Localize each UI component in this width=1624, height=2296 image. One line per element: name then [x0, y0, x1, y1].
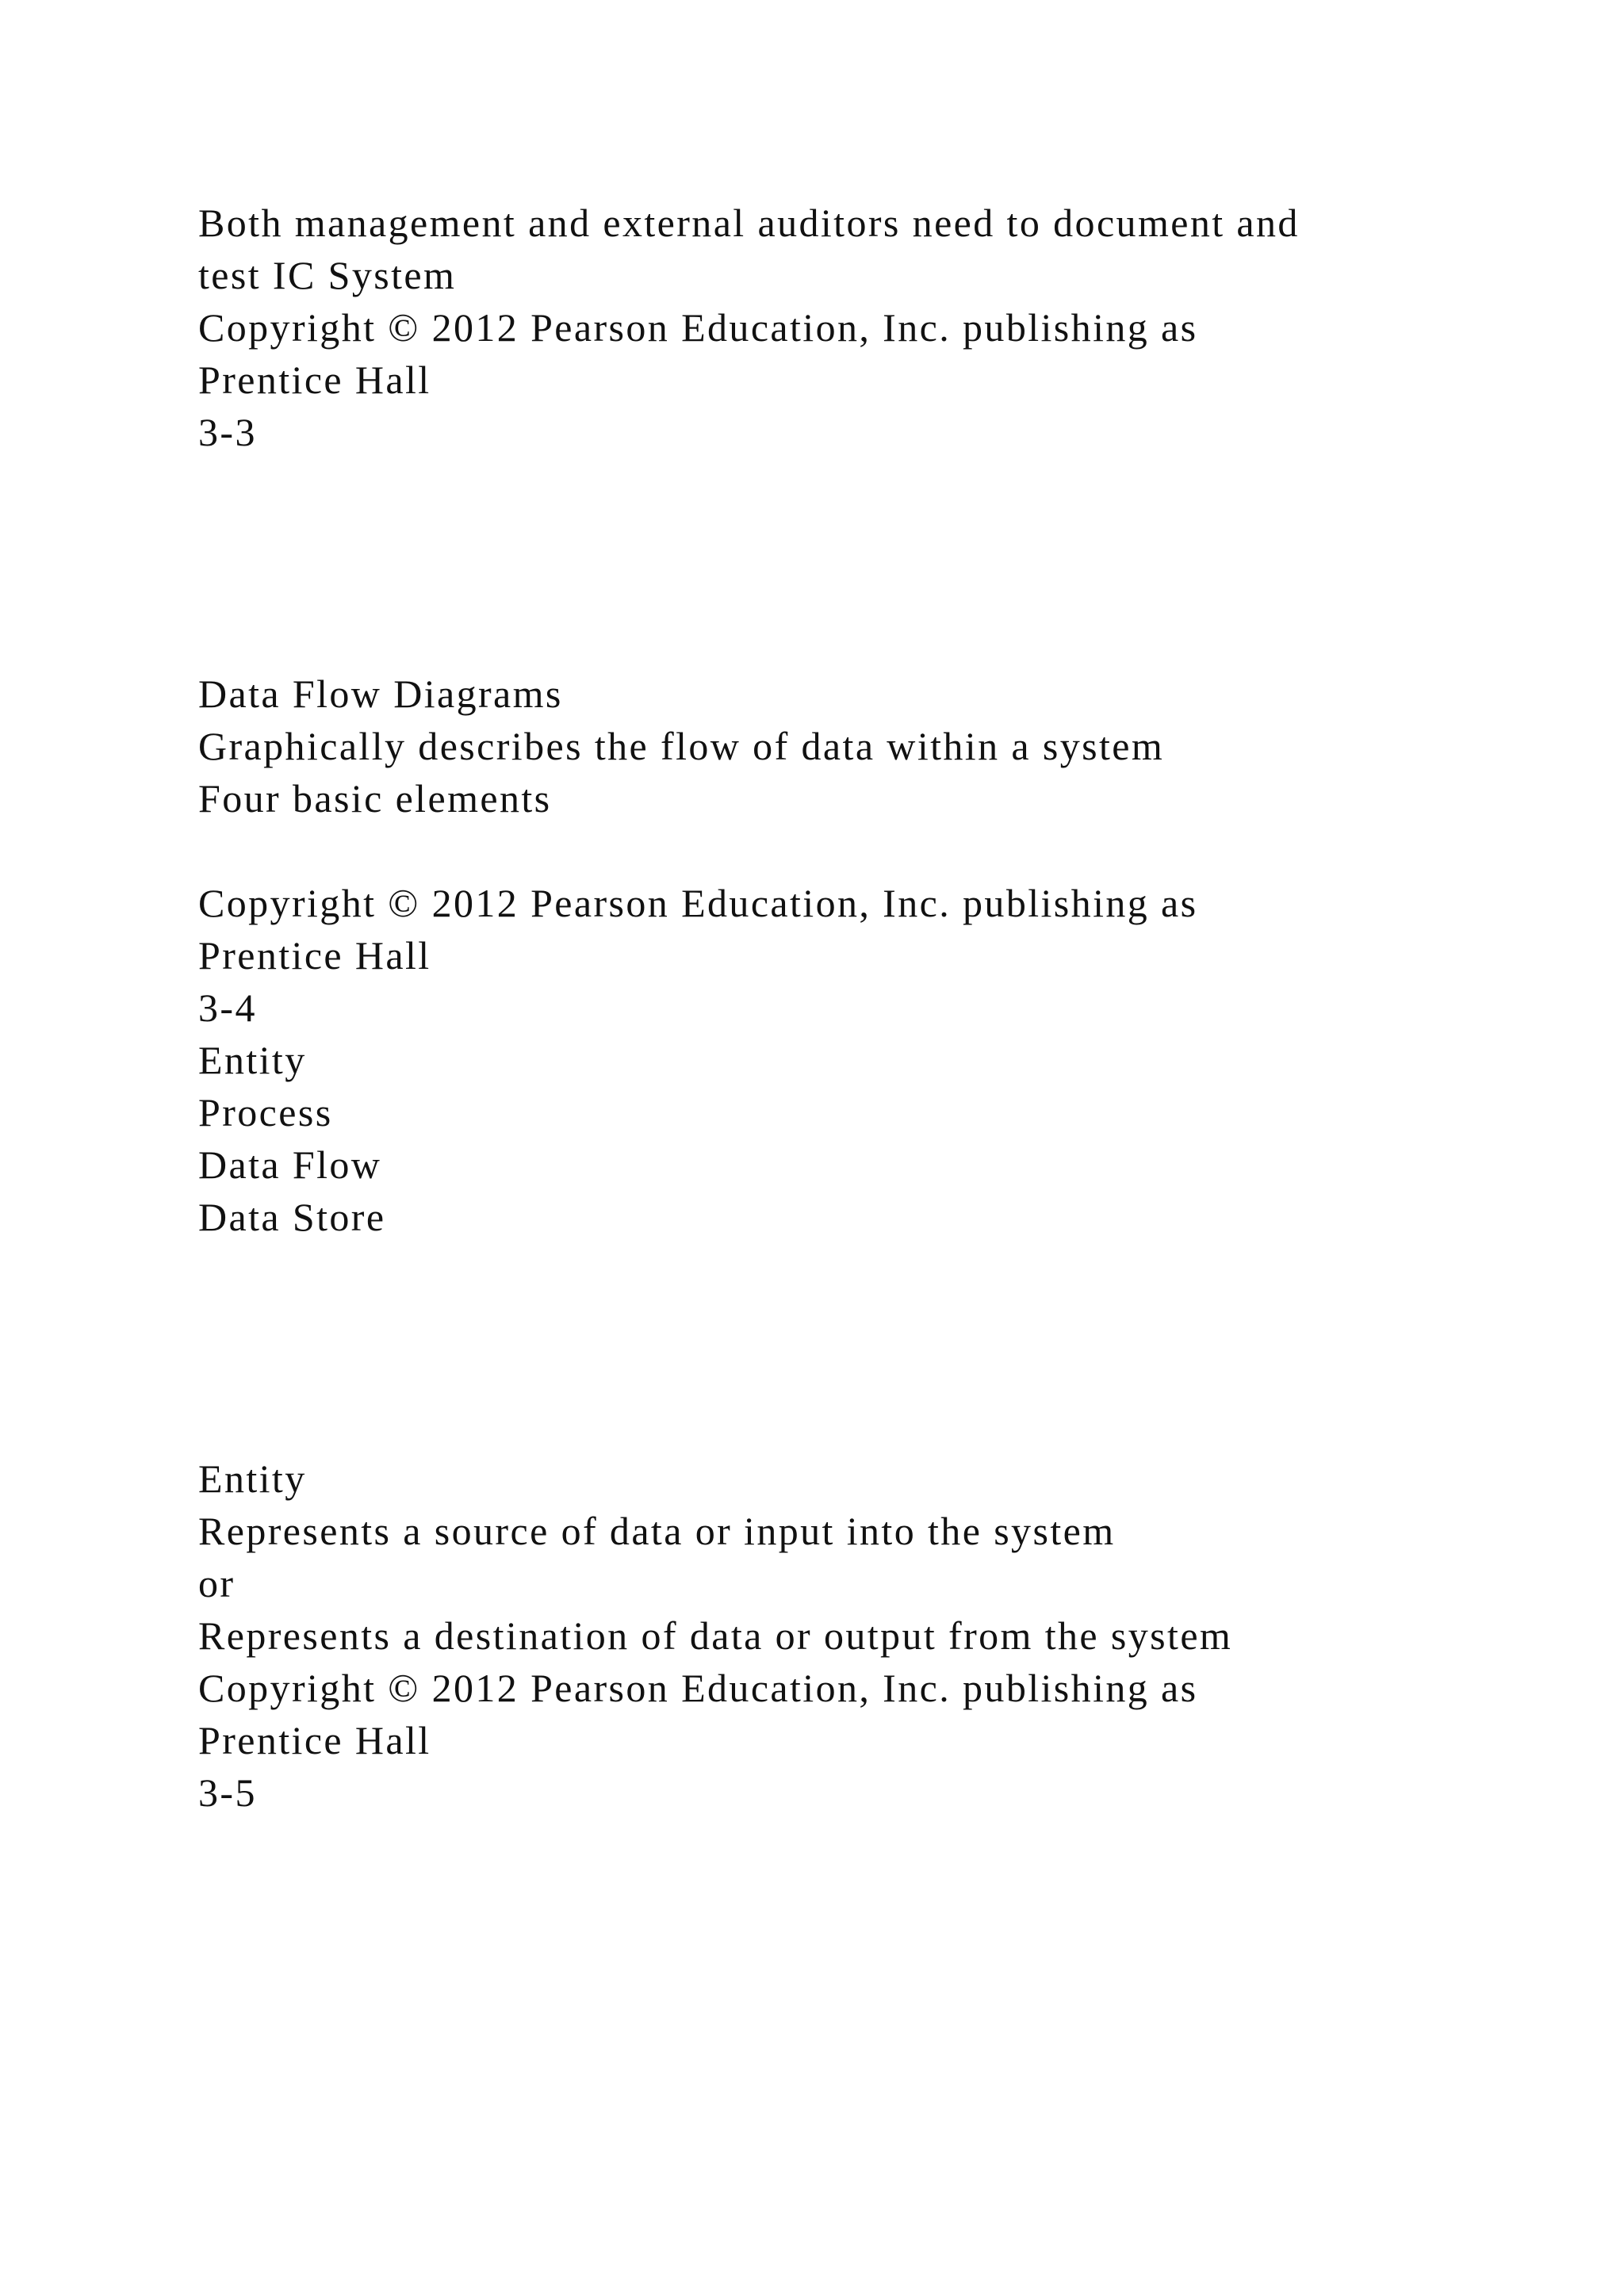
- text-line: Represents a source of data or input into the system: [198, 1509, 1116, 1553]
- copyright-line: Copyright © 2012 Pearson Education, Inc. publishing as: [198, 305, 1198, 350]
- text-line: Four basic elements: [198, 776, 552, 821]
- text-line: Graphically describes the flow of data within a system: [198, 724, 1165, 768]
- text-line: test IC System: [198, 253, 457, 297]
- copyright-line: Copyright © 2012 Pearson Education, Inc. publishing as: [198, 1666, 1198, 1710]
- list-item: Data Store: [198, 1195, 386, 1239]
- list-item: Data Flow: [198, 1142, 382, 1187]
- text-line: Represents a destination of data or output from the system: [198, 1613, 1233, 1658]
- copyright-line: Prentice Hall: [198, 358, 431, 402]
- slide-number: 3-3: [198, 410, 257, 454]
- slide-number: 3-4: [198, 985, 257, 1030]
- copyright-line: Copyright © 2012 Pearson Education, Inc. publishing as: [198, 881, 1198, 925]
- section-heading: Data Flow Diagrams: [198, 672, 563, 716]
- text-line: Both management and external auditors need to document and: [198, 201, 1300, 245]
- copyright-line: Prentice Hall: [198, 933, 431, 978]
- text-line: or: [198, 1561, 236, 1605]
- list-item: Process: [198, 1090, 333, 1135]
- section-heading: Entity: [198, 1456, 307, 1501]
- list-item: Entity: [198, 1038, 307, 1082]
- slide-number: 3-5: [198, 1770, 257, 1815]
- copyright-line: Prentice Hall: [198, 1718, 431, 1762]
